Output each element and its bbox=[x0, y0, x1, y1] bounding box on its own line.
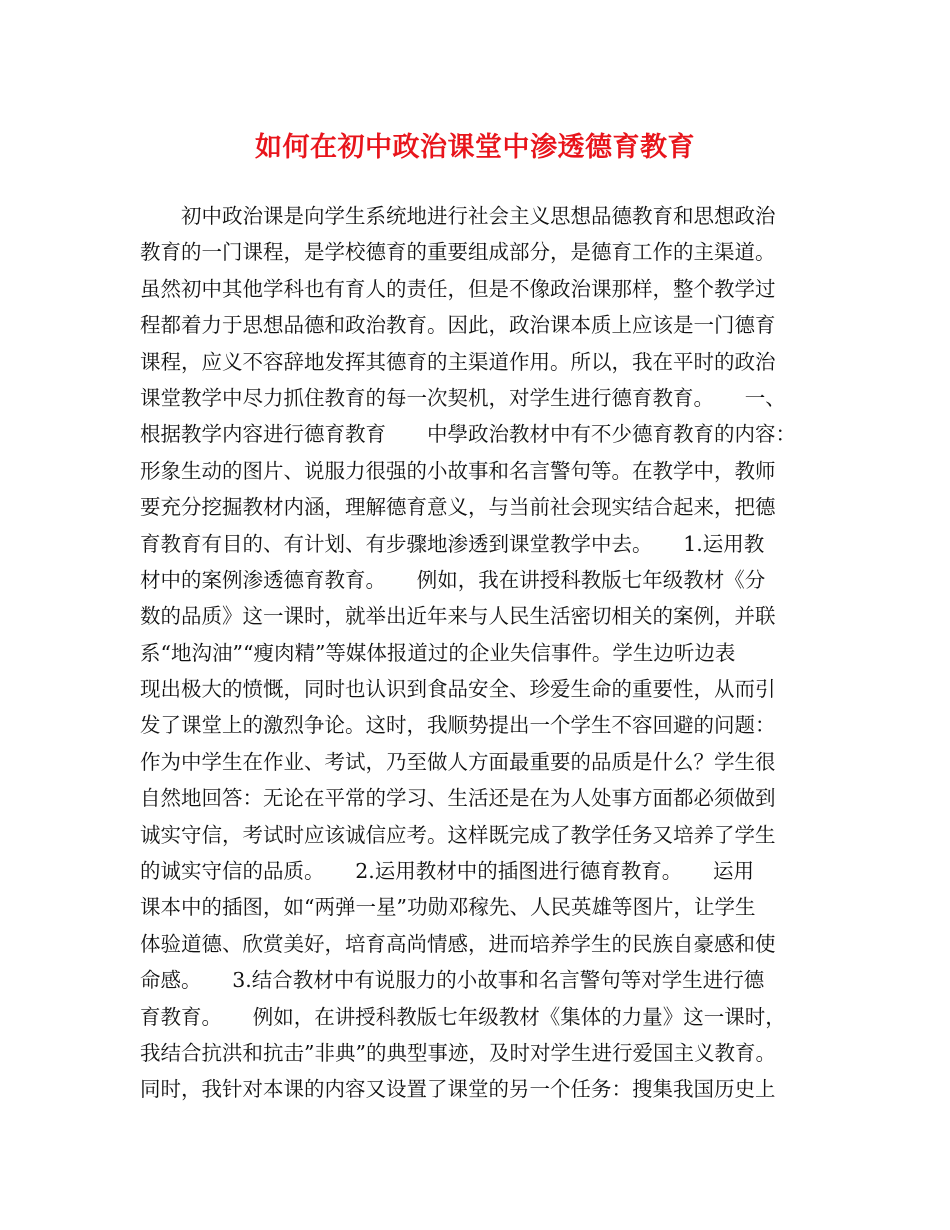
body-line: 初中政治课是向学生系统地进行社会主义思想品德教育和思想政治 bbox=[140, 204, 776, 228]
body-line: 虽然初中其他学科也有育人的责任，但是不像政治课那样，整个教学过 bbox=[140, 276, 776, 301]
body-line: 教育的一门课程，是学校德育的重要组成部分，是德育工作的主渠道。 bbox=[140, 240, 776, 265]
body-line: 同时，我针对本课的内容又设置了课堂的另一个任务：搜集我国历史上 bbox=[140, 1077, 776, 1102]
body-line: 形象生动的图片、说服力很强的小故事和名言警句等。在教学中，教师 bbox=[140, 458, 776, 483]
body-line: 的诚实守信的品质。 2.运用教材中的插图进行德育教育。 运用 bbox=[140, 859, 755, 884]
body-line: 根据教学内容进行德育教育 中學政治教材中有不少德育教育的内容： bbox=[140, 422, 796, 447]
body-line: 系“地沟油”“瘦肉精”等媒体报道过的企业失信事件。学生边听边表 bbox=[140, 640, 736, 665]
body-line: 程都着力于思想品德和政治教育。因此，政治课本质上应该是一门德育 bbox=[140, 313, 776, 338]
body-line: 材中的案例渗透德育教育。 例如，我在讲授科教版七年级教材《分 bbox=[140, 567, 766, 592]
body-line: 要充分挖掘教材内涵，理解德育意义，与当前社会现实结合起来，把德 bbox=[140, 495, 776, 520]
body-line: 自然地回答：无论在平常的学习、生活还是在为人处事方面都必须做到 bbox=[140, 786, 776, 811]
body-line: 我结合抗洪和抗击”非典”的典型事迹，及时对学生进行爱国主义教育。 bbox=[140, 1040, 776, 1065]
body-line: 课程，应义不容辞地发挥其德育的主渠道作用。所以，我在平时的政治 bbox=[140, 349, 776, 374]
body-line: 数的品质》这一课时，就举出近年来与人民生活密切相关的案例，并联 bbox=[140, 604, 776, 629]
body-line: 发了课堂上的激烈争论。这时，我顺势提出一个学生不容回避的问题： bbox=[140, 713, 776, 738]
body-line: 诚实守信，考试时应该诚信应考。这样既完成了教学任务又培养了学生 bbox=[140, 822, 776, 847]
body-line: 体验道德、欣赏美好，培育高尚情感，进而培养学生的民族自豪感和使 bbox=[140, 931, 776, 956]
body-line: 作为中学生在作业、考试，乃至做人方面最重要的品质是什么？学生很 bbox=[140, 749, 776, 774]
body-line: 课本中的插图，如“两弹一星”功勋邓稼先、人民英雄等图片，让学生 bbox=[140, 895, 756, 920]
document-title: 如何在初中政治课堂中渗透德育教育 bbox=[255, 132, 695, 163]
document-body bbox=[140, 198, 830, 1108]
body-line: 命感。 3.结合教材中有说服力的小故事和名言警句等对学生进行德 bbox=[140, 968, 765, 993]
body-line: 课堂教学中尽力抓住教育的每一次契机，对学生进行德育教育。 一、 bbox=[140, 385, 786, 410]
body-line: 育教育有目的、有计划、有步骤地渗透到课堂教学中去。 1.运用教 bbox=[140, 531, 765, 556]
body-line: 现出极大的愤慨，同时也认识到食品安全、珍爱生命的重要性，从而引 bbox=[140, 677, 776, 702]
body-line: 育教育。 例如，在讲授科教版七年级教材《集体的力量》这一课时， bbox=[140, 1004, 786, 1029]
